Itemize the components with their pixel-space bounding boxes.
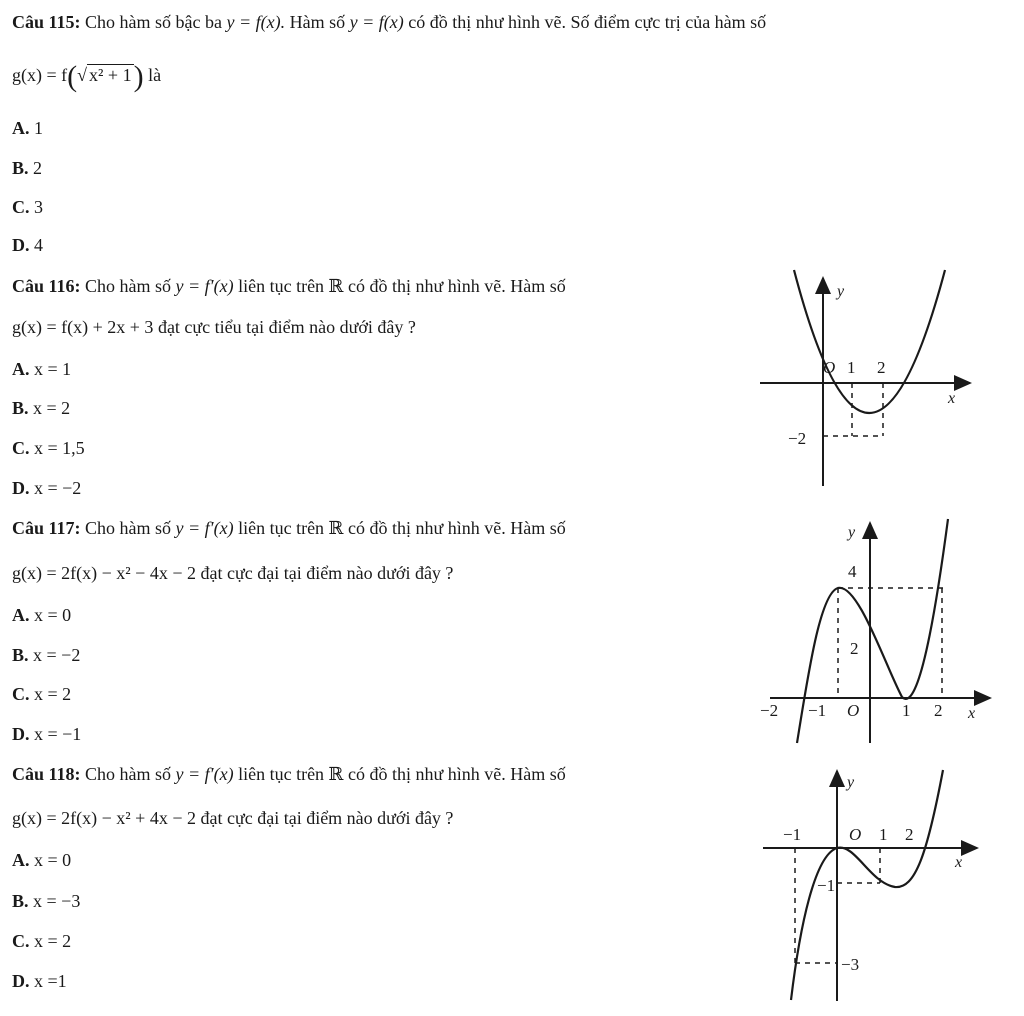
option-value: x = −1 <box>34 724 82 744</box>
option-key: A. <box>12 118 30 138</box>
q116-label: Câu 116: <box>12 276 81 296</box>
q116-option-d[interactable] <box>12 478 81 499</box>
q117-g: g(x) = 2f(x) − x² − 4x − 2 <box>12 563 196 583</box>
q115-option-d[interactable] <box>12 235 43 256</box>
tick-2: 2 <box>934 701 943 720</box>
q116-text-a: Cho hàm số <box>85 276 172 296</box>
option-value: x = 2 <box>33 398 71 418</box>
option-value: x = 2 <box>34 931 72 951</box>
q115-text-a: Cho hàm số bậc ba <box>85 12 222 32</box>
q117-label: Câu 117: <box>12 518 81 538</box>
q116-formula <box>12 317 416 338</box>
q115-option-c[interactable] <box>12 197 43 218</box>
option-key: A. <box>12 850 30 870</box>
x-label: x <box>968 705 976 722</box>
tick-minus-1: −1 <box>783 825 802 844</box>
option-key: B. <box>12 398 29 418</box>
tick-4: 4 <box>848 562 857 581</box>
q118-text-b: liên tục trên ℝ có đồ thị như hình vẽ. Hàm số <box>238 764 566 784</box>
curve <box>794 270 945 413</box>
q115-option-a[interactable] <box>12 118 43 139</box>
tick-minus-2: −2 <box>760 701 779 720</box>
origin-label: O <box>849 825 862 844</box>
tick-1: 1 <box>847 358 856 377</box>
curve <box>791 770 943 1000</box>
q115-g-lhs: g(x) = f <box>12 65 68 85</box>
q118-g: g(x) = 2f(x) − x² + 4x − 2 <box>12 808 196 828</box>
q118-option-a[interactable] <box>12 850 71 871</box>
option-value: x = 1,5 <box>34 438 85 458</box>
option-value: x = 0 <box>34 850 72 870</box>
origin-label: O <box>823 358 836 377</box>
y-label: y <box>837 283 845 300</box>
q115-tail: là <box>148 65 162 85</box>
q117-formula <box>12 563 453 584</box>
option-value: x =1 <box>34 971 67 991</box>
q117-prompt <box>12 518 566 539</box>
q118-prompt <box>12 764 566 785</box>
y-label: y <box>848 524 856 541</box>
q115-function: y = f(x). <box>226 12 286 32</box>
option-key: D. <box>12 478 30 498</box>
q116-option-a[interactable] <box>12 359 71 380</box>
q116-g: g(x) = f(x) + 2x + 3 <box>12 317 154 337</box>
q118-option-c[interactable] <box>12 931 71 952</box>
tick-2y: 2 <box>850 639 859 658</box>
q117-option-a[interactable] <box>12 605 71 626</box>
option-key: C. <box>12 684 30 704</box>
option-key: C. <box>12 931 30 951</box>
option-value: x = 0 <box>34 605 72 625</box>
q116-graph <box>750 268 980 495</box>
q118-option-b[interactable] <box>12 891 80 912</box>
q117-text-b: liên tục trên ℝ có đồ thị như hình vẽ. Hàm số <box>238 518 566 538</box>
q115-radicand: x² + 1 <box>89 65 132 85</box>
x-label: x <box>955 854 963 871</box>
q115-text-c: có đồ thị như hình vẽ. Số điểm cực trị của hàm số <box>408 12 767 32</box>
option-value: 1 <box>34 118 43 138</box>
tick-minus-1-y: −1 <box>817 876 836 895</box>
option-key: A. <box>12 605 30 625</box>
option-key: B. <box>12 645 29 665</box>
option-value: x = 2 <box>34 684 72 704</box>
q118-graph <box>755 765 985 1010</box>
tick-minus-2: −2 <box>788 429 807 448</box>
tick-1: 1 <box>902 701 911 720</box>
tick-minus-3: −3 <box>841 955 860 974</box>
q115-sqrt: √ x² + 1 <box>77 65 132 85</box>
q117-option-b[interactable] <box>12 645 80 666</box>
q116-function: y = f′(x) <box>175 276 234 296</box>
option-value: x = 1 <box>34 359 72 379</box>
x-label: x <box>948 390 956 407</box>
q115-function-2: y = f(x) <box>349 12 404 32</box>
option-key: D. <box>12 724 30 744</box>
option-key: B. <box>12 158 29 178</box>
tick-1: 1 <box>879 825 888 844</box>
tick-minus-1: −1 <box>808 701 827 720</box>
origin-label: O <box>847 701 860 720</box>
q118-function: y = f′(x) <box>175 764 234 784</box>
tick-2: 2 <box>877 358 886 377</box>
option-value: 2 <box>33 158 43 178</box>
q117-function: y = f′(x) <box>175 518 234 538</box>
q116-option-c[interactable] <box>12 438 85 459</box>
q116-prompt <box>12 276 566 297</box>
q118-text-a: Cho hàm số <box>85 764 172 784</box>
q118-tail: đạt cực đại tại điểm nào dưới đây ? <box>200 808 454 828</box>
option-value: x = −2 <box>34 478 82 498</box>
q117-text-a: Cho hàm số <box>85 518 172 538</box>
option-key: D. <box>12 971 30 991</box>
q118-option-d[interactable] <box>12 971 67 992</box>
q117-option-c[interactable] <box>12 684 71 705</box>
option-value: x = −2 <box>33 645 81 665</box>
q117-tail: đạt cực đại tại điểm nào dưới đây ? <box>200 563 454 583</box>
option-key: C. <box>12 197 30 217</box>
q115-formula: g(x) = f(√ x² + 1) là <box>12 60 162 93</box>
q118-label: Câu 118: <box>12 764 81 784</box>
q116-option-b[interactable] <box>12 398 70 419</box>
tick-2: 2 <box>905 825 914 844</box>
option-value: 3 <box>34 197 43 217</box>
option-key: D. <box>12 235 30 255</box>
q117-option-d[interactable] <box>12 724 81 745</box>
option-value: 4 <box>34 235 43 255</box>
q116-tail: đạt cực tiểu tại điểm nào dưới đây ? <box>157 317 416 337</box>
q116-text-b: liên tục trên ℝ có đồ thị như hình vẽ. Hàm số <box>238 276 566 296</box>
q115-label: Câu 115: <box>12 12 81 32</box>
q118-formula <box>12 808 453 829</box>
q115-prompt <box>12 12 766 33</box>
q115-option-b[interactable] <box>12 158 42 179</box>
option-key: B. <box>12 891 29 911</box>
option-key: A. <box>12 359 30 379</box>
q117-graph <box>750 515 1000 750</box>
q115-text-b: Hàm số <box>289 12 346 32</box>
y-label: y <box>847 774 855 791</box>
option-key: C. <box>12 438 30 458</box>
option-value: x = −3 <box>33 891 81 911</box>
